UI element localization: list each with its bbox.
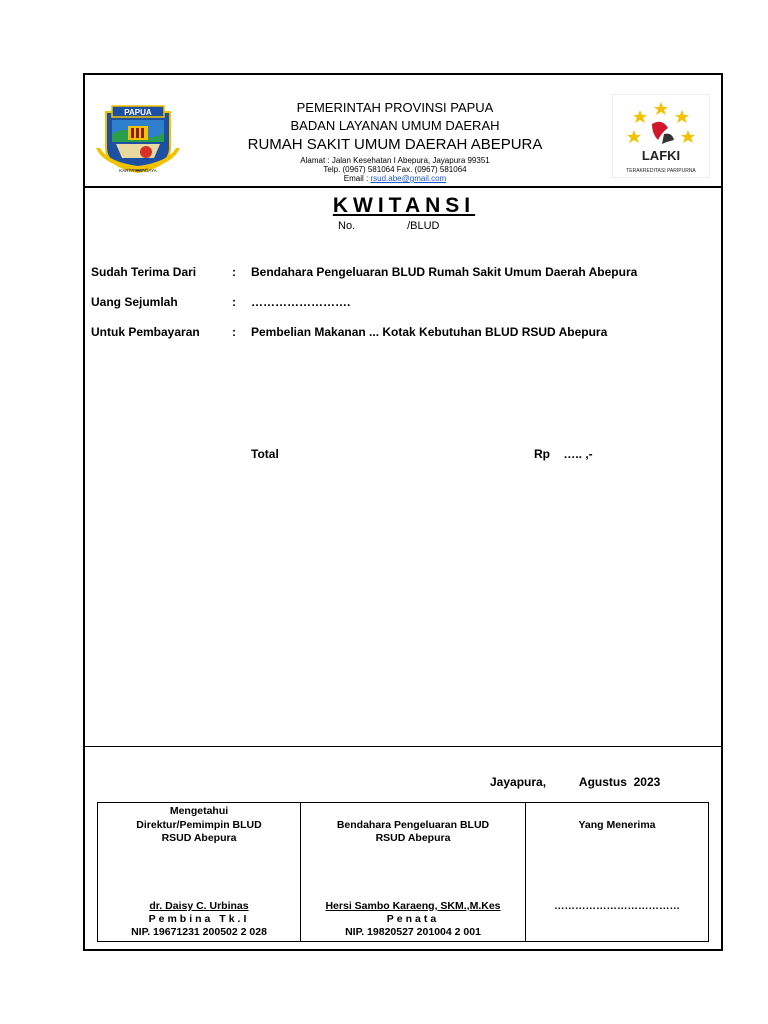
papua-crest-icon <box>94 104 182 174</box>
lafki-text: LAFKI <box>641 148 681 163</box>
signature-table <box>97 802 709 942</box>
field-value-payment-for: Pembelian Makanan ... Kotak Kebutuhan BLUD RSUD Abepura <box>251 325 608 339</box>
sig-director-name: dr. Daisy C. Urbinas <box>149 900 249 912</box>
header-agency: BADAN LAYANAN UMUM DAERAH <box>290 118 500 133</box>
field-colon: : <box>232 265 236 279</box>
signature-recipient <box>526 803 708 941</box>
sig-treasurer-line1: Bendahara Pengeluaran BLUD <box>336 819 490 831</box>
header-phone: Telp. (0967) 581064 Fax. (0967) 581064 <box>323 165 467 174</box>
number-label: No. <box>338 220 356 232</box>
crest-motto: KARYA SWADAYA <box>119 168 157 173</box>
place-date: Jayapura, Agustus 2023 <box>490 775 661 789</box>
field-colon: : <box>232 295 236 309</box>
footer-divider <box>83 746 723 747</box>
sig-treasurer-name: Hersi Sambo Karaeng, SKM.,M.Kes <box>325 900 501 912</box>
field-value-received-from: Bendahara Pengeluaran BLUD Rumah Sakit Umum Daerah Abepura <box>251 265 638 279</box>
document-title: KWITANSI <box>332 194 476 217</box>
field-label-amount: Uang Sejumlah <box>91 295 178 309</box>
header-email-line <box>190 174 600 183</box>
signature-treasurer <box>301 803 526 941</box>
header-divider <box>83 186 723 188</box>
sig-treasurer-rank: Penata <box>386 913 440 925</box>
sig-director-line3: RSUD Abepura <box>161 832 237 844</box>
lafki-subtext: TERAKREDITASI PARIPURNA <box>626 168 696 174</box>
header-province: PEMERINTAH PROVINSI PAPUA <box>296 100 494 115</box>
field-colon: : <box>232 325 236 339</box>
field-label-payment-for: Untuk Pembayaran <box>91 325 200 339</box>
sig-recipient-line1: Yang Menerima <box>578 819 656 831</box>
sig-treasurer-line2: RSUD Abepura <box>375 832 451 844</box>
header-address: Alamat : Jalan Kesehatan I Abepura, Jayapura 99351 <box>300 156 490 165</box>
lafki-accreditation-icon <box>612 94 710 178</box>
sig-treasurer-nip: NIP. 19820527 201004 2 001 <box>345 926 481 938</box>
total-amount: Rp ….. ,- <box>534 447 593 461</box>
email-label: Email : <box>343 174 369 183</box>
crest-top-text: PAPUA <box>124 108 152 117</box>
field-label-received-from: Sudah Terima Dari <box>91 265 197 279</box>
signature-director <box>98 803 301 941</box>
sig-director-nip: NIP. 19671231 200502 2 028 <box>131 926 267 938</box>
field-value-amount: ……………………. <box>251 295 351 309</box>
email-link[interactable]: rsud.abe@gmail.com <box>370 174 447 183</box>
document-number <box>338 220 440 232</box>
header-hospital: RUMAH SAKIT UMUM DAERAH ABEPURA <box>247 136 543 153</box>
sig-director-line1: Mengetahui <box>169 805 229 817</box>
total-label: Total <box>251 447 279 461</box>
sig-director-rank: Pembina Tk.I <box>148 913 250 925</box>
sig-director-line2: Direktur/Pemimpin BLUD <box>136 819 262 831</box>
number-suffix: /BLUD <box>407 220 440 232</box>
sig-recipient-name: ……………………………… <box>554 900 680 912</box>
